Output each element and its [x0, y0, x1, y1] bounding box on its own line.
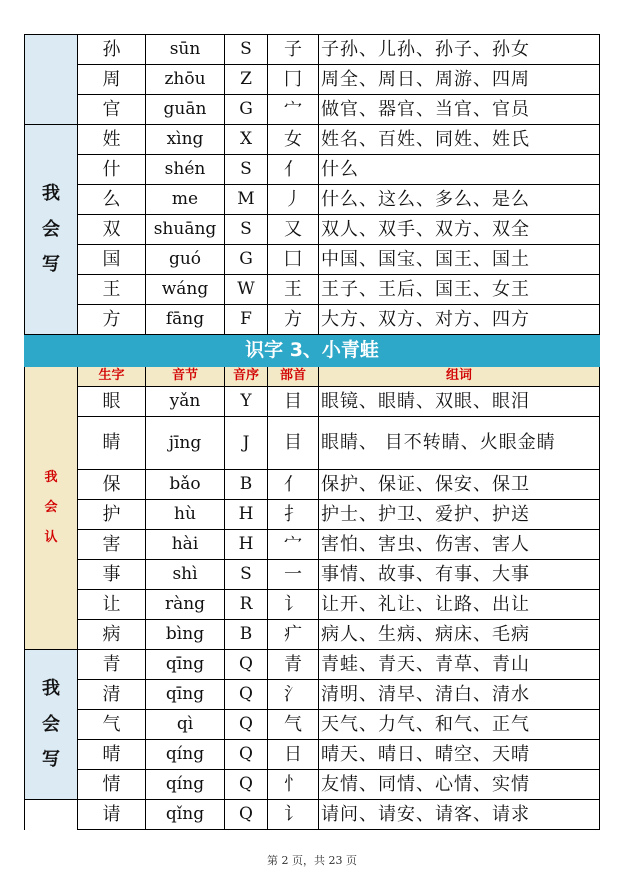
char-cell: 么	[78, 185, 146, 215]
initial-cell: Q	[225, 650, 268, 680]
table-row	[25, 387, 600, 417]
char-cell: 青	[78, 650, 146, 680]
pinyin-cell: qì	[146, 710, 225, 740]
radical-cell: 亻	[268, 155, 319, 185]
table-row	[25, 95, 600, 125]
radical-cell: 囗	[268, 245, 319, 275]
radical-cell: 子	[268, 35, 319, 65]
side-label-char: 写	[42, 254, 60, 276]
words-cell: 护士、护卫、爱护、护送	[319, 500, 600, 530]
initial-cell: X	[225, 125, 268, 155]
initial-cell: Q	[225, 770, 268, 800]
char-cell: 官	[78, 95, 146, 125]
column-header: 部首	[268, 367, 319, 387]
char-cell: 清	[78, 680, 146, 710]
pinyin-cell: qíng	[146, 770, 225, 800]
side-label-read	[25, 367, 78, 650]
char-cell: 什	[78, 155, 146, 185]
initial-cell: S	[225, 155, 268, 185]
initial-cell: Q	[225, 680, 268, 710]
radical-cell: 丿	[268, 185, 319, 215]
pinyin-cell: fāng	[146, 305, 225, 335]
initial-cell: G	[225, 95, 268, 125]
initial-cell: S	[225, 215, 268, 245]
pinyin-cell: guó	[146, 245, 225, 275]
words-cell: 保护、保证、保安、保卫	[319, 470, 600, 500]
char-cell: 眼	[78, 387, 146, 417]
char-cell: 让	[78, 590, 146, 620]
pinyin-cell: xìng	[146, 125, 225, 155]
initial-cell: H	[225, 530, 268, 560]
table-row	[25, 275, 600, 305]
table-row	[25, 800, 600, 830]
pinyin-cell: qīng	[146, 680, 225, 710]
char-cell: 情	[78, 770, 146, 800]
words-cell: 病人、生病、病床、毛病	[319, 620, 600, 650]
char-cell: 气	[78, 710, 146, 740]
pinyin-cell: guān	[146, 95, 225, 125]
side-label-char: 我	[42, 182, 60, 204]
side-label-write	[25, 650, 78, 800]
initial-cell: Z	[225, 65, 268, 95]
char-cell: 病	[78, 620, 146, 650]
column-header: 生字	[78, 367, 146, 387]
words-cell: 请问、请安、请客、请求	[319, 800, 600, 830]
radical-cell: 冂	[268, 65, 319, 95]
initial-cell: B	[225, 620, 268, 650]
pinyin-cell: ràng	[146, 590, 225, 620]
initial-cell: W	[225, 275, 268, 305]
radical-cell: 疒	[268, 620, 319, 650]
initial-cell: B	[225, 470, 268, 500]
char-cell: 晴	[78, 740, 146, 770]
initial-cell: R	[225, 590, 268, 620]
char-cell: 保	[78, 470, 146, 500]
side-label-char: 会	[44, 499, 58, 515]
initial-cell: Y	[225, 387, 268, 417]
column-header: 音序	[225, 367, 268, 387]
words-cell: 事情、故事、有事、大事	[319, 560, 600, 590]
lesson-title: 识字 3、小青蛙	[25, 335, 600, 367]
table-row	[25, 470, 600, 500]
words-cell: 做官、器官、当官、官员	[319, 95, 600, 125]
side-label-char: 会	[42, 713, 60, 735]
words-cell: 眼镜、眼睛、双眼、眼泪	[319, 387, 600, 417]
table-row	[25, 710, 600, 740]
words-cell: 让开、礼让、让路、出让	[319, 590, 600, 620]
header-row	[25, 367, 600, 387]
words-cell: 友情、同情、心情、实情	[319, 770, 600, 800]
column-header: 音节	[146, 367, 225, 387]
radical-cell: 忄	[268, 770, 319, 800]
pinyin-cell: hù	[146, 500, 225, 530]
table-row	[25, 740, 600, 770]
table-row	[25, 530, 600, 560]
initial-cell: G	[225, 245, 268, 275]
empty-side-cell	[25, 800, 78, 830]
radical-cell: 又	[268, 215, 319, 245]
radical-cell: 青	[268, 650, 319, 680]
table-row	[25, 560, 600, 590]
column-header: 组词	[319, 367, 600, 387]
char-cell: 方	[78, 305, 146, 335]
radical-cell: 目	[268, 417, 319, 470]
side-label-write	[25, 125, 78, 335]
pinyin-cell: zhōu	[146, 65, 225, 95]
pinyin-cell: shuāng	[146, 215, 225, 245]
char-cell: 国	[78, 245, 146, 275]
words-cell: 什么、这么、多么、是么	[319, 185, 600, 215]
radical-cell: 王	[268, 275, 319, 305]
pinyin-cell: shén	[146, 155, 225, 185]
pinyin-cell: qīng	[146, 650, 225, 680]
pinyin-cell: qíng	[146, 740, 225, 770]
radical-cell: 日	[268, 740, 319, 770]
char-cell: 孙	[78, 35, 146, 65]
char-cell: 姓	[78, 125, 146, 155]
side-label-char: 我	[44, 469, 58, 485]
side-label-char: 我	[42, 677, 60, 699]
radical-cell: 亻	[268, 470, 319, 500]
char-cell: 害	[78, 530, 146, 560]
side-label-char: 会	[42, 218, 60, 240]
words-cell: 子孙、儿孙、孙子、孙女	[319, 35, 600, 65]
pinyin-cell: hài	[146, 530, 225, 560]
table-row	[25, 125, 600, 155]
char-cell: 周	[78, 65, 146, 95]
lesson-title-row	[25, 335, 600, 367]
radical-cell: 宀	[268, 95, 319, 125]
side-label-char: 认	[44, 530, 58, 546]
initial-cell: M	[225, 185, 268, 215]
initial-cell: Q	[225, 710, 268, 740]
words-cell: 清明、清早、清白、清水	[319, 680, 600, 710]
table-row	[25, 215, 600, 245]
page-footer: 第 2 页，共 23 页	[267, 854, 357, 867]
words-cell: 天气、力气、和气、正气	[319, 710, 600, 740]
char-cell: 双	[78, 215, 146, 245]
pinyin-cell: me	[146, 185, 225, 215]
initial-cell: H	[225, 500, 268, 530]
pinyin-cell: shì	[146, 560, 225, 590]
table-row	[25, 620, 600, 650]
table-row	[25, 590, 600, 620]
radical-cell: 目	[268, 387, 319, 417]
pinyin-cell: sūn	[146, 35, 225, 65]
table-row	[25, 245, 600, 275]
radical-cell: 气	[268, 710, 319, 740]
initial-cell: J	[225, 417, 268, 470]
pinyin-cell: wáng	[146, 275, 225, 305]
radical-cell: 女	[268, 125, 319, 155]
char-cell: 王	[78, 275, 146, 305]
table-row	[25, 65, 600, 95]
words-cell: 周全、周日、周游、四周	[319, 65, 600, 95]
pinyin-cell: yǎn	[146, 387, 225, 417]
pinyin-cell: bìng	[146, 620, 225, 650]
table-row	[25, 500, 600, 530]
side-label-char: 写	[42, 749, 60, 771]
table-row	[25, 155, 600, 185]
table-row	[25, 650, 600, 680]
words-cell: 晴天、晴日、晴空、天晴	[319, 740, 600, 770]
table-row	[25, 680, 600, 710]
words-cell: 双人、双手、双方、双全	[319, 215, 600, 245]
table-row	[25, 305, 600, 335]
char-cell: 护	[78, 500, 146, 530]
table-row	[25, 35, 600, 65]
radical-cell: 讠	[268, 590, 319, 620]
initial-cell: S	[225, 560, 268, 590]
pinyin-cell: qǐng	[146, 800, 225, 830]
words-cell: 青蛙、青天、青草、青山	[319, 650, 600, 680]
char-cell: 请	[78, 800, 146, 830]
vocab-table	[24, 34, 600, 830]
initial-cell: Q	[225, 800, 268, 830]
char-cell: 事	[78, 560, 146, 590]
radical-cell: 方	[268, 305, 319, 335]
words-cell: 大方、双方、对方、四方	[319, 305, 600, 335]
initial-cell: F	[225, 305, 268, 335]
initial-cell: Q	[225, 740, 268, 770]
initial-cell: S	[225, 35, 268, 65]
words-cell: 姓名、百姓、同姓、姓氏	[319, 125, 600, 155]
pinyin-cell: bǎo	[146, 470, 225, 500]
radical-cell: 讠	[268, 800, 319, 830]
table-row	[25, 185, 600, 215]
pinyin-cell: jīng	[146, 417, 225, 470]
words-cell: 中国、国宝、国王、国土	[319, 245, 600, 275]
table-row	[25, 770, 600, 800]
char-cell: 睛	[78, 417, 146, 470]
words-cell: 眼睛、 目不转睛、火眼金睛	[319, 417, 600, 470]
radical-cell: 扌	[268, 500, 319, 530]
radical-cell: 一	[268, 560, 319, 590]
words-cell: 什么	[319, 155, 600, 185]
radical-cell: 氵	[268, 680, 319, 710]
table-row	[25, 417, 600, 470]
words-cell: 害怕、害虫、伤害、害人	[319, 530, 600, 560]
side-label-continued	[25, 35, 78, 125]
radical-cell: 宀	[268, 530, 319, 560]
words-cell: 王子、王后、国王、女王	[319, 275, 600, 305]
